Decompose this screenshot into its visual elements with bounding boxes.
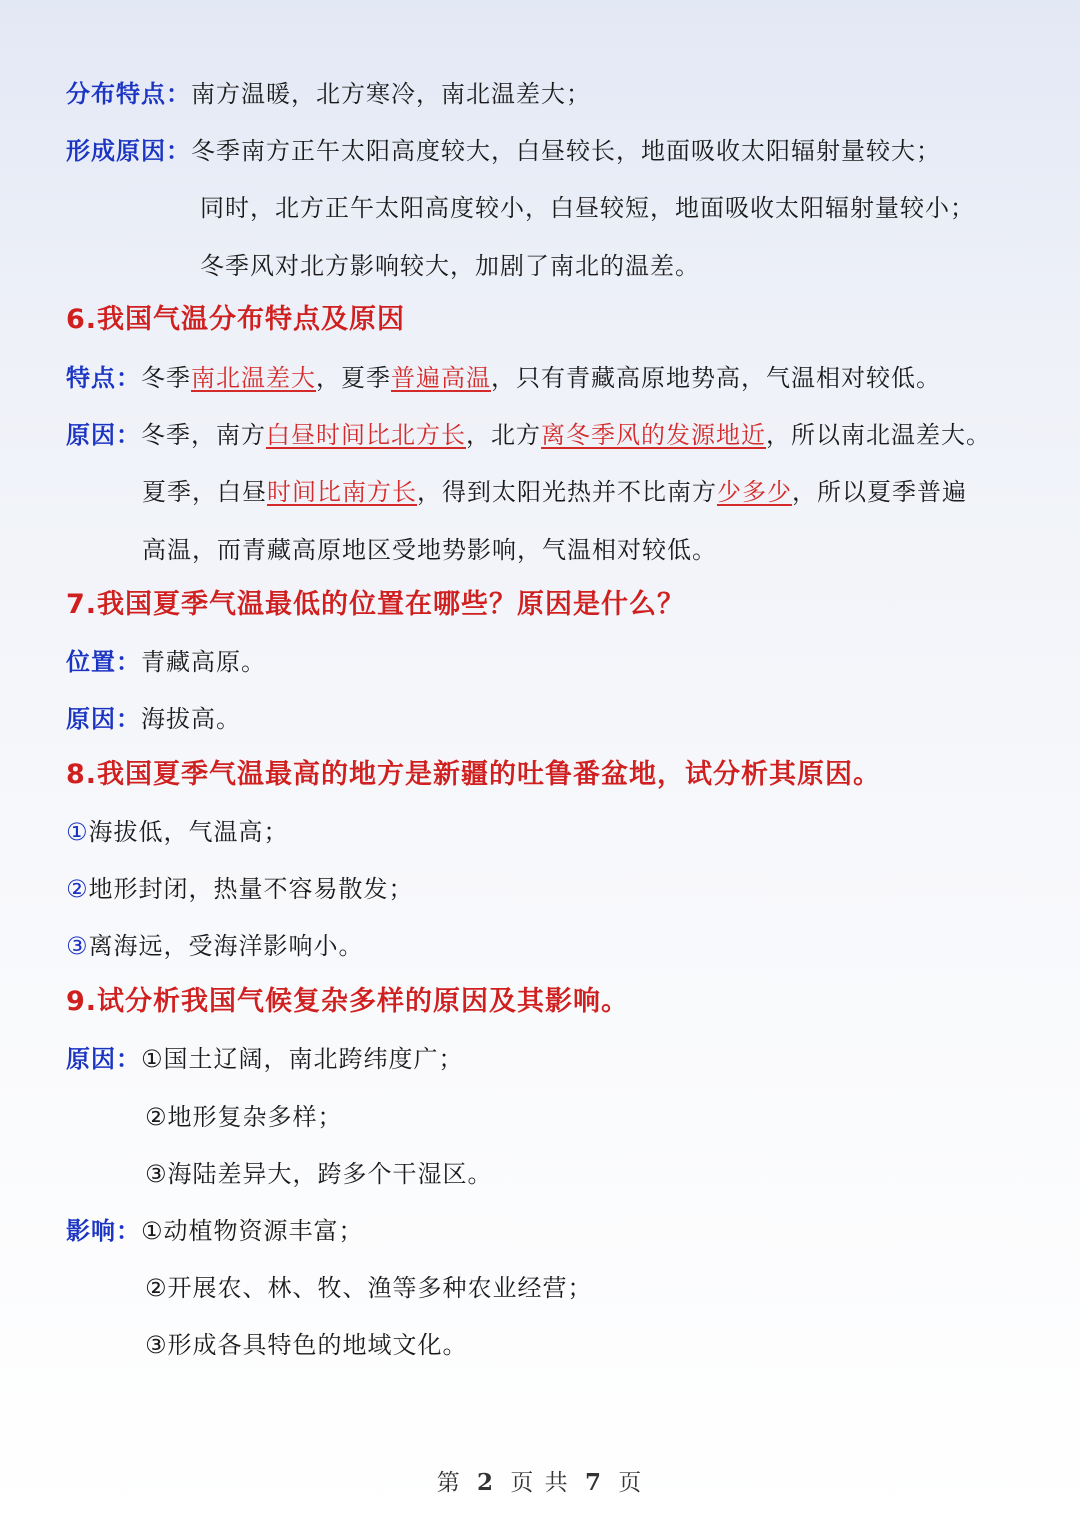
section-8-heading: 8.我国夏季气温最高的地方是新疆的吐鲁番盆地，试分析其原因。 — [66, 759, 882, 790]
s9-reason-label: 原因： — [66, 1045, 141, 1073]
s9-reason-item: ③海陆差异大，跨多个干湿区。 — [145, 1160, 493, 1188]
s6-reason-text-c: ，所以南北温差大。 — [766, 421, 991, 449]
s6-feature-text-b: ，夏季 — [316, 364, 391, 392]
distribution-text: 南方温暖，北方寒冷，南北温差大； — [191, 80, 591, 108]
s7-reason-line — [66, 703, 241, 735]
s8-item-number: ③ — [66, 932, 89, 960]
s8-item-text: 离海远，受海洋影响小。 — [88, 932, 364, 960]
distribution-line — [66, 78, 591, 110]
s6-feature-line — [66, 362, 941, 394]
s9-effect-item: ②开展农、林、牧、渔等多种农业经营； — [145, 1274, 593, 1302]
s8-item-number: ② — [66, 875, 89, 903]
s7-reason-label: 原因： — [66, 705, 141, 733]
s6-feature-label: 特点： — [66, 364, 141, 392]
s6-reason2-text-a: 夏季，白昼 — [142, 478, 267, 506]
s6-reason-text-b: ，北方 — [466, 421, 541, 449]
s6-reason-line-2 — [142, 476, 967, 508]
s8-item-number: ① — [66, 818, 89, 846]
cause-line-2: 同时，北方正午太阳高度较小，白昼较短，地面吸收太阳辐射量较小； — [200, 194, 975, 222]
section-7-heading: 7.我国夏季气温最低的位置在哪些？原因是什么？ — [66, 589, 686, 620]
s6-reason2-text-c: ，所以夏季普遍 — [792, 478, 967, 506]
footer-total-word: 共 — [544, 1470, 570, 1496]
s7-position-line — [66, 646, 266, 678]
cause-text-1: 冬季南方正午太阳高度较大，白昼较长，地面吸收太阳辐射量较大； — [191, 137, 941, 165]
s6-reason-highlight-1: 白昼时间比北方长 — [266, 421, 466, 449]
s6-reason-line-3: 高温，而青藏高原地区受地势影响，气温相对较低。 — [142, 536, 717, 564]
s6-feature-text-a: 冬季 — [141, 364, 191, 392]
s9-reason-item: ①国土辽阔，南北跨纬度广； — [141, 1045, 464, 1073]
s8-item — [66, 930, 364, 962]
section-9-heading: 9.试分析我国气候复杂多样的原因及其影响。 — [66, 986, 630, 1017]
s8-item — [66, 873, 414, 905]
footer-page-number: 2 — [477, 1469, 496, 1496]
footer-page-word: 页 — [510, 1470, 536, 1496]
distribution-label: 分布特点： — [66, 80, 191, 108]
s6-reason-highlight-2: 离冬季风的发源地近 — [541, 421, 766, 449]
s6-reason-line-1 — [66, 419, 991, 451]
cause-line-3: 冬季风对北方影响较大，加剧了南北的温差。 — [200, 252, 700, 280]
s8-item — [66, 816, 289, 848]
footer-total-pages: 7 — [584, 1469, 603, 1496]
s9-reason-line-1 — [66, 1043, 464, 1075]
s7-reason-text: 海拔高。 — [141, 705, 241, 733]
s9-reason-item: ②地形复杂多样； — [145, 1103, 343, 1131]
cause-line-1 — [66, 135, 941, 167]
s6-feature-highlight-1: 南北温差大 — [191, 364, 316, 392]
footer-prefix: 第 — [436, 1470, 462, 1496]
s6-reason-label: 原因： — [66, 421, 141, 449]
s6-feature-highlight-2: 普遍高温 — [391, 364, 491, 392]
footer-suffix: 页 — [618, 1470, 644, 1496]
s6-reason2-highlight-1: 时间比南方长 — [267, 478, 417, 506]
s8-item-text: 地形封闭，热量不容易散发； — [88, 875, 414, 903]
s6-feature-text-c: ，只有青藏高原地势高，气温相对较低。 — [491, 364, 941, 392]
s7-position-text: 青藏高原。 — [141, 648, 266, 676]
s6-reason2-highlight-2: 少多少 — [717, 478, 792, 506]
s9-effect-label: 影响： — [66, 1217, 141, 1245]
page-footer — [0, 1464, 1080, 1497]
s6-reason-text-a: 冬季，南方 — [141, 421, 266, 449]
s6-reason2-text-b: ，得到太阳光热并不比南方 — [417, 478, 717, 506]
s9-effect-item: ③形成各具特色的地域文化。 — [145, 1331, 468, 1359]
s9-effect-item: ①动植物资源丰富； — [141, 1217, 364, 1245]
cause-label: 形成原因： — [66, 137, 191, 165]
section-6-heading: 6.我国气温分布特点及原因 — [66, 304, 406, 335]
s9-effect-line-1 — [66, 1215, 364, 1247]
s8-item-text: 海拔低，气温高； — [88, 818, 289, 846]
s7-position-label: 位置： — [66, 648, 141, 676]
